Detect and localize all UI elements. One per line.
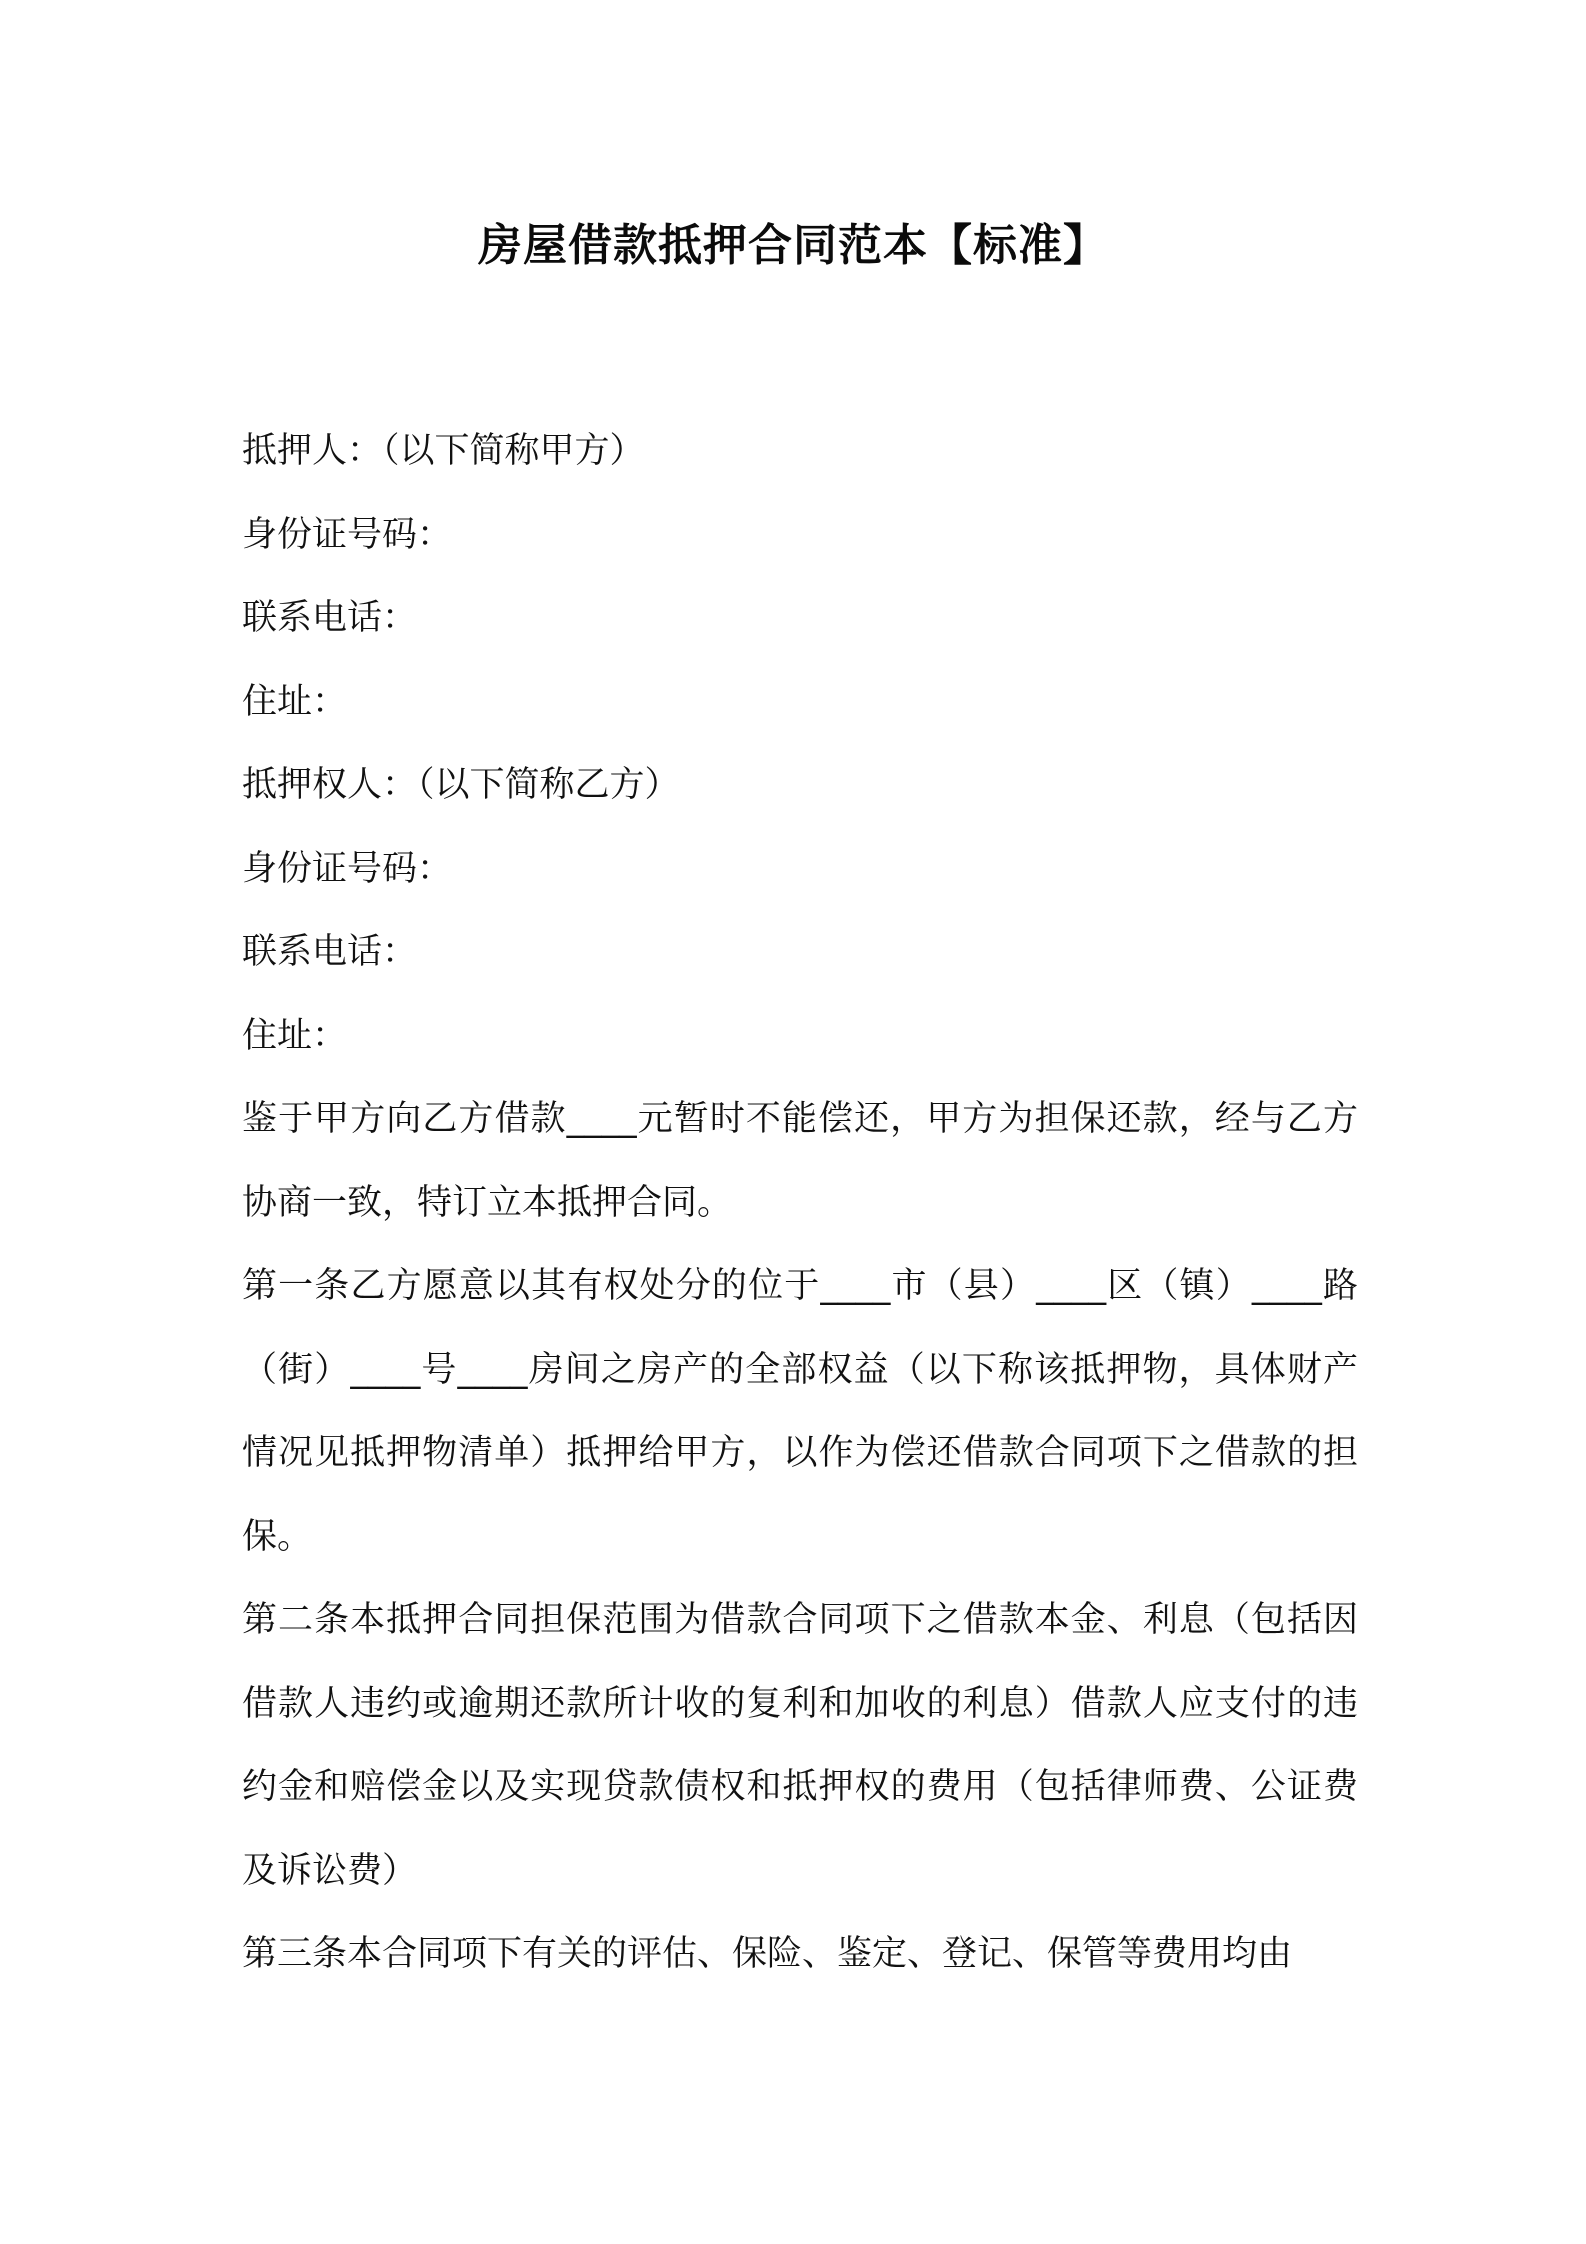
mortgagor-id-label: 身份证号码： (242, 514, 453, 555)
article-2-paragraph: 第二条本抵押合同担保范围为借款合同项下之借款本金、利息（包括因借款人违约或逾期还款所计收的复利和加收的利息）借款人应支付的违约金和赔偿金以及实现贷款债权和抵押权的费用（包括律师费、公证费及诉讼费） (242, 1600, 1358, 1891)
mortgagee-id-label: 身份证号码： (242, 848, 453, 889)
mortgagee-phone-label: 联系电话： (242, 932, 418, 972)
article-1-paragraph: 第一条乙方愿意以其有权处分的位于____市（县）____区（镇）____路（街）____号____房间之房产的全部权益（以下称该抵押物，具体财产情况见抵押物清单）抵押给甲方，以作为偿还借款合同项下之借款的担保。 (242, 1266, 1358, 1557)
mortgagor-address-label: 住址： (242, 681, 348, 722)
document-title: 房屋借款抵押合同范本【标准】 (478, 220, 1108, 271)
document-body (242, 410, 1358, 1997)
mortgagee-heading: 抵押权人：（以下简称乙方） (242, 765, 680, 805)
preamble-paragraph: 鉴于甲方向乙方借款____元暂时不能偿还，甲方为担保还款，经与乙方协商一致，特订立本抵押合同。 (242, 1099, 1358, 1223)
mortgagor-phone-label: 联系电话： (242, 598, 418, 638)
mortgagor-heading: 抵押人：（以下简称甲方） (242, 431, 645, 471)
article-3-paragraph: 第三条本合同项下有关的评估、保险、鉴定、登记、保管等费用均由 (242, 1934, 1293, 1974)
mortgagee-address-label: 住址： (242, 1015, 348, 1056)
